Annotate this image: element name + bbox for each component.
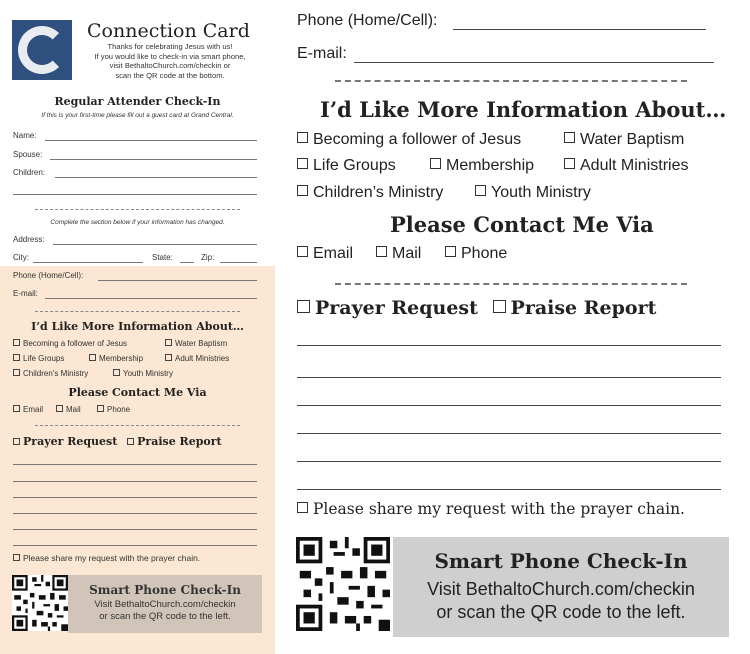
checkbox-icon — [297, 300, 310, 313]
option-youth[interactable] — [475, 184, 591, 202]
praise-report-checkbox[interactable] — [493, 297, 657, 319]
option-membership[interactable] — [430, 157, 534, 175]
subtitle-line: visit BethaltoChurch.com/checkin or — [109, 61, 231, 71]
email-field[interactable] — [354, 62, 714, 63]
email-label: E-mail: — [297, 45, 347, 62]
children-field[interactable] — [55, 177, 257, 178]
checkin-heading: Smart Phone Check-In — [434, 549, 688, 573]
option-label: Prayer Request — [315, 297, 478, 319]
checkbox-icon — [13, 369, 20, 376]
checkbox-icon — [376, 246, 387, 257]
contact-email[interactable] — [297, 245, 353, 263]
option-label: Youth Ministry — [491, 184, 591, 201]
mini-prayer-line[interactable] — [13, 497, 257, 498]
checkbox-icon — [445, 246, 456, 257]
checkbox-icon — [475, 185, 486, 196]
city-label: City: — [13, 253, 29, 262]
checkbox-icon — [56, 405, 63, 412]
mini-prayer-line[interactable] — [13, 464, 257, 465]
state-label: State: — [152, 253, 173, 262]
info-heading: I’d Like More Information About… — [320, 97, 727, 122]
update-note: Complete the section below if your information has changed. — [50, 219, 225, 226]
option-label: Email — [313, 245, 354, 262]
mini-praise-report-checkbox[interactable] — [127, 435, 221, 448]
prayer-line[interactable] — [297, 377, 721, 378]
option-label: Phone — [107, 405, 131, 414]
contact-heading: Please Contact Me Via — [390, 212, 654, 237]
checkbox-icon — [97, 405, 104, 412]
mini-email-field[interactable] — [45, 298, 257, 299]
zip-label: Zip: — [201, 253, 215, 262]
city-field[interactable] — [33, 262, 143, 263]
state-field[interactable] — [180, 262, 194, 263]
option-label: Please share my request with the prayer chain. — [313, 500, 685, 518]
prayer-line[interactable] — [297, 405, 721, 406]
mini-prayer-line[interactable] — [13, 513, 257, 514]
checkbox-icon — [297, 185, 308, 196]
mini-email-label: E-mail: — [13, 289, 38, 298]
option-label: Prayer Request — [23, 435, 118, 448]
checkbox-icon — [297, 246, 308, 257]
option-label: Membership — [99, 354, 144, 363]
option-label: Email — [23, 405, 44, 414]
checkin-line: Visit BethaltoChurch.com/checkin — [94, 599, 236, 610]
divider — [35, 311, 240, 312]
mini-option-baptism[interactable] — [165, 339, 227, 348]
mini-prayer-line[interactable] — [13, 481, 257, 482]
mini-phone-label: Phone (Home/Cell): — [13, 271, 84, 280]
mini-prayer-line[interactable] — [13, 545, 257, 546]
divider — [35, 209, 240, 210]
checkbox-icon — [165, 339, 172, 346]
mini-contact-phone[interactable] — [97, 405, 130, 414]
phone-label: Phone (Home/Cell): — [297, 12, 438, 29]
prayer-line[interactable] — [297, 345, 721, 346]
mini-qr-code-icon[interactable] — [12, 575, 68, 631]
mini-contact-heading: Please Contact Me Via — [68, 386, 207, 399]
checkin-text — [393, 578, 729, 624]
mini-contact-email[interactable] — [13, 405, 43, 414]
checkbox-icon — [13, 405, 20, 412]
contact-phone[interactable] — [445, 245, 507, 263]
first-time-note: If this is your first-time please fill out a guest card at Grand Central. — [41, 112, 234, 119]
checkbox-icon — [89, 354, 96, 361]
option-label: Becoming a follower of Jesus — [23, 339, 128, 348]
checkbox-icon — [113, 369, 120, 376]
address-label: Address: — [13, 235, 45, 244]
option-label: Water Baptism — [175, 339, 228, 348]
option-label: Phone — [461, 245, 508, 262]
mini-option-adult[interactable] — [165, 354, 229, 363]
mini-contact-mail[interactable] — [56, 405, 81, 414]
prayer-request-checkbox[interactable] — [297, 297, 478, 319]
mini-prayer-request-checkbox[interactable] — [13, 435, 117, 448]
mini-info-heading: I’d Like More Information About… — [31, 320, 244, 333]
church-logo-c-icon — [18, 26, 66, 74]
option-label: Membership — [446, 157, 535, 174]
option-life-groups[interactable] — [297, 157, 396, 175]
prayer-line[interactable] — [297, 461, 721, 462]
checkin-line: or scan the QR code to the left. — [99, 611, 231, 622]
checkbox-icon — [165, 354, 172, 361]
option-label: Life Groups — [313, 157, 396, 174]
address-field[interactable] — [53, 244, 257, 245]
option-label: Adult Ministries — [175, 354, 230, 363]
option-follower[interactable] — [297, 131, 521, 149]
option-label: Praise Report — [510, 297, 657, 319]
qr-code-icon[interactable] — [296, 537, 390, 631]
regular-attender-heading: Regular Attender Check-In — [54, 95, 221, 108]
checkin-line: or scan the QR code to the left. — [436, 602, 686, 622]
card-subtitle — [70, 42, 270, 80]
checkbox-icon — [493, 300, 506, 313]
option-label: Becoming a follower of Jesus — [313, 131, 522, 148]
mini-option-follower[interactable] — [13, 339, 127, 348]
subtitle-line: scan the QR code at the bottom. — [115, 70, 225, 80]
card-title: Connection Card — [87, 20, 250, 42]
mini-share-checkbox[interactable] — [13, 553, 200, 563]
checkbox-icon — [13, 438, 20, 445]
phone-field[interactable] — [453, 29, 706, 30]
subtitle-line: If you would like to check-in via smart phone, — [94, 51, 246, 61]
zip-field[interactable] — [220, 262, 257, 263]
option-label: Children’s Ministry — [313, 184, 444, 201]
subtitle-line: Thanks for celebrating Jesus with us! — [107, 42, 233, 51]
checkbox-icon — [297, 502, 308, 513]
divider — [335, 80, 687, 82]
option-baptism[interactable] — [564, 131, 684, 149]
prayer-options — [297, 297, 656, 319]
checkbox-icon — [297, 132, 308, 143]
checkbox-icon — [13, 354, 20, 361]
prayer-line[interactable] — [297, 433, 721, 434]
option-label: Mail — [392, 245, 422, 262]
prayer-line[interactable] — [297, 489, 721, 490]
checkbox-icon — [13, 339, 20, 346]
checkbox-icon — [564, 132, 575, 143]
checkbox-icon — [564, 158, 575, 169]
name-label: Name: — [13, 131, 37, 140]
children-label: Children: — [13, 168, 46, 177]
divider — [35, 425, 240, 426]
divider — [335, 283, 687, 285]
spouse-label: Spouse: — [13, 150, 43, 159]
checkbox-icon — [13, 554, 20, 561]
checkbox-icon — [297, 158, 308, 169]
share-checkbox[interactable] — [297, 500, 685, 518]
option-label: Youth Ministry — [123, 369, 173, 378]
children-field-extra[interactable] — [13, 194, 257, 195]
option-label: Adult Ministries — [580, 157, 689, 174]
mini-option-membership[interactable] — [89, 354, 143, 363]
checkin-line: Visit BethaltoChurch.com/checkin — [427, 579, 695, 599]
mini-phone-field[interactable] — [98, 280, 257, 281]
checkbox-icon — [127, 438, 134, 445]
option-children[interactable] — [297, 184, 443, 202]
option-adult[interactable] — [564, 157, 688, 175]
mini-checkin-heading: Smart Phone Check-In — [89, 583, 241, 597]
mini-prayer-line[interactable] — [13, 529, 257, 530]
option-label: Water Baptism — [580, 131, 685, 148]
mini-option-life-groups[interactable] — [13, 354, 64, 363]
option-label: Life Groups — [23, 354, 65, 363]
mini-option-children[interactable] — [13, 369, 88, 378]
mini-option-youth[interactable] — [113, 369, 173, 378]
option-label: Praise Report — [137, 435, 222, 448]
spouse-field[interactable] — [50, 159, 257, 160]
option-label: Children’s Ministry — [23, 369, 89, 378]
checkbox-icon — [430, 158, 441, 169]
option-label: Mail — [66, 405, 81, 414]
option-label: Please share my request with the prayer chain. — [23, 553, 201, 563]
mini-prayer-options — [13, 435, 222, 448]
contact-mail[interactable] — [376, 245, 421, 263]
name-field[interactable] — [45, 140, 257, 141]
mini-checkin-text — [68, 599, 262, 623]
